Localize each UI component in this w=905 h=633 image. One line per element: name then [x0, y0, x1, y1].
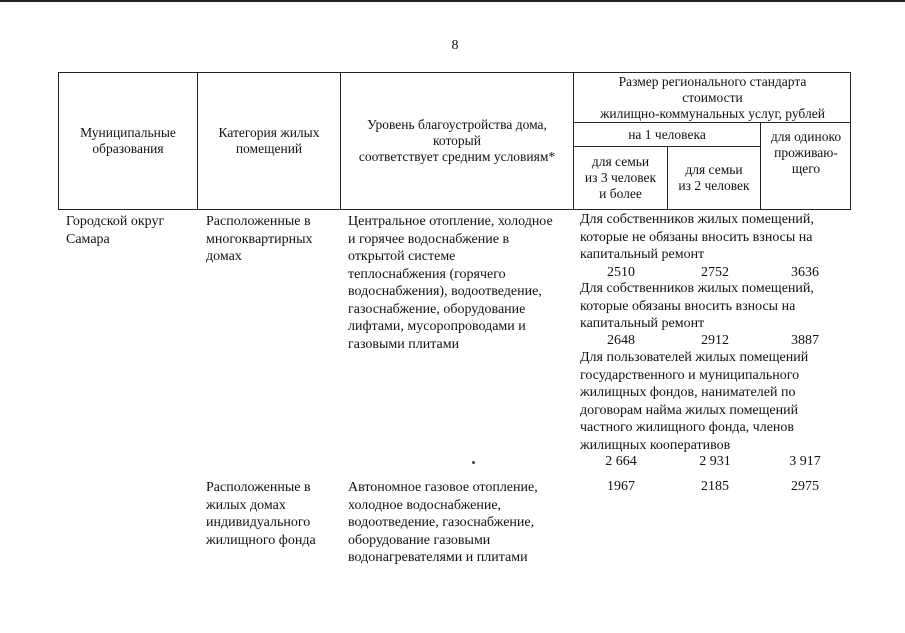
header-family2: для семьи из 2 человек	[678, 162, 750, 193]
row1-group2-value-family2: 2912	[701, 333, 729, 348]
header-level: Уровень благоустройства дома, который соответствует средним условиям*	[358, 117, 556, 164]
row1-group1-value-single: 3636	[791, 265, 819, 280]
header-standard: Размер регионального стандарта стоимости жилищно-коммунальных услуг, рублей	[600, 73, 825, 121]
header-municipality: Муниципальные образования	[80, 125, 176, 156]
row1-group3-label: Для пользователей жилых помещений государственного и муниципального жилищных фондов, нанимателей по договорам найма жилых помещений частного жилищного фонда, членов жилищных кооперативов	[580, 350, 809, 453]
header-per-person: на 1 человека	[628, 126, 706, 142]
row2-level: Автономное газовое отопление, холодное водоснабжение, водоотведение, газоснабжение, оборудование газовыми водонагревателями и плитами	[348, 480, 538, 565]
page-number: 8	[451, 38, 459, 53]
row1-group2-value-family3: 2648	[607, 333, 635, 348]
scan-speck	[472, 461, 475, 464]
row1-group2-label: Для собственников жилых помещений, которые обязаны вносить взносы на капитальный ремонт	[580, 281, 814, 331]
row2-value-family3: 1967	[607, 479, 635, 494]
row2-value-family2: 2185	[701, 479, 729, 494]
row2-value-single: 2975	[791, 479, 819, 494]
row1-group1-value-family3: 2510	[607, 265, 635, 280]
header-family3: для семьи из 3 человек и более	[584, 154, 657, 201]
header-category: Категория жилых помещений	[218, 125, 320, 156]
page-top-border	[0, 0, 905, 2]
municipality-name: Городской округ Самара	[66, 214, 165, 247]
row1-group3-value-single: 3 917	[789, 454, 821, 469]
row1-category: Расположенные в многоквартирных домах	[206, 214, 313, 264]
row1-group2-value-single: 3887	[791, 333, 819, 348]
header-single: для одиноко проживаю- щего	[770, 129, 842, 176]
row1-level: Центральное отопление, холодное и горячее водоснабжение в открытой системе теплоснабжения (горячего водоснабжения), водоотведение, газоснабжение, оборудование лифтами, мусоропроводами и газовыми плитами	[348, 214, 553, 352]
row1-group3-value-family3: 2 664	[605, 454, 637, 469]
row2-category: Расположенные в жилых домах индивидуального жилищного фонда	[206, 480, 316, 548]
row1-group1-label: Для собственников жилых помещений, которые не обязаны вносить взносы на капитальный ремонт	[580, 212, 814, 262]
row1-group3-value-family2: 2 931	[699, 454, 731, 469]
row1-group1-value-family2: 2752	[701, 265, 729, 280]
